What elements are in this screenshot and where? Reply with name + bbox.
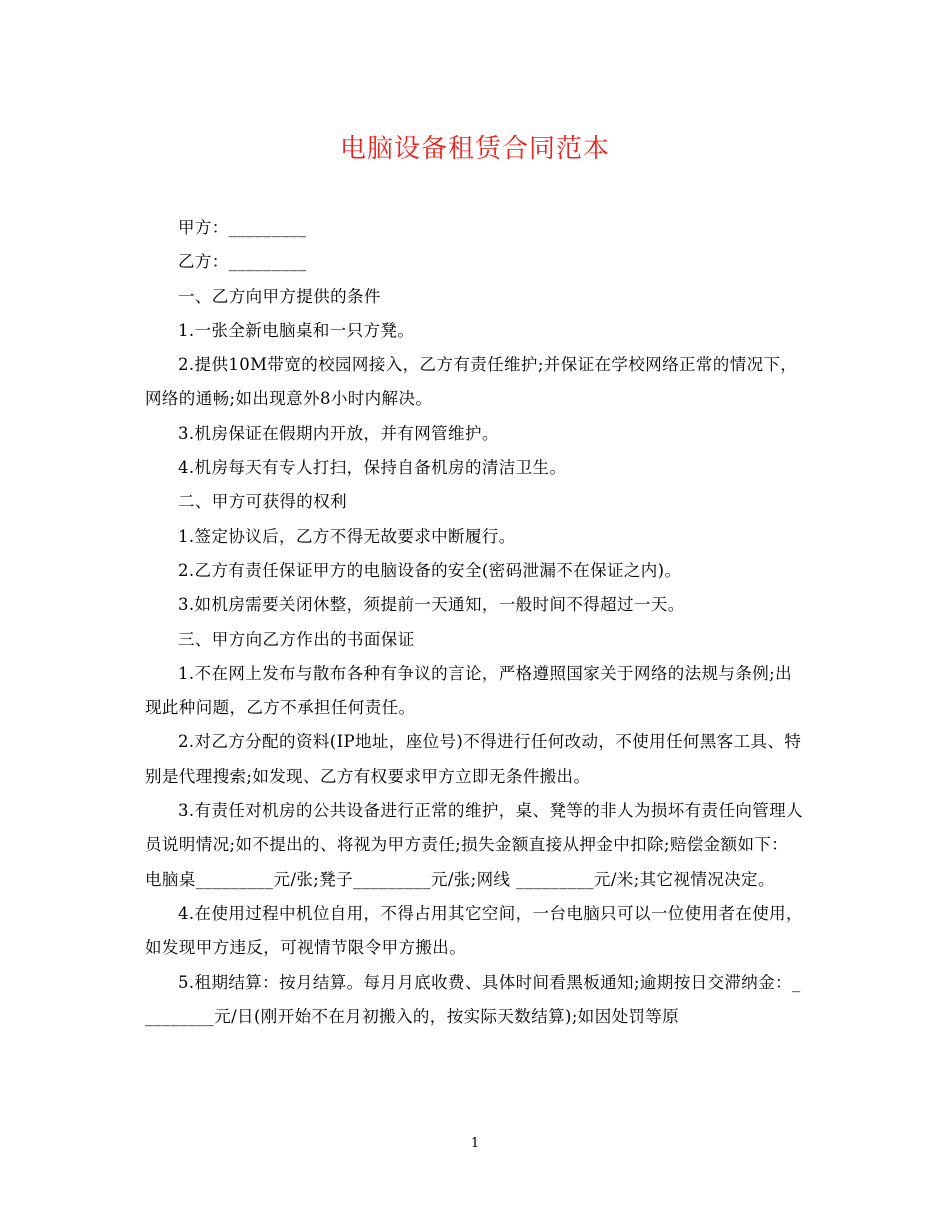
page-title: 电脑设备租赁合同范本	[339, 134, 610, 164]
paragraph: 乙方：_________	[178, 252, 307, 272]
paragraph: 2.对乙方分配的资料(IP地址，座位号)不得进行任何改动，不使用任何黑客工具、特别是代理搜索;如发现、乙方有权要求甲方立即无条件搬出。	[145, 732, 802, 786]
paragraph: 4.机房每天有专人打扫，保持自备机房的清洁卫生。	[178, 458, 567, 478]
paragraph: 3.如机房需要关闭休整，须提前一天通知，一般时间不得超过一天。	[178, 595, 685, 615]
paragraph: 4.在使用过程中机位自用，不得占用其它空间，一台电脑只可以一位使用者在使用，如发现甲方违反，可视情节限令甲方搬出。	[145, 903, 803, 958]
paragraph: 1.一张全新电脑桌和一只方凳。	[178, 320, 415, 340]
paragraph: 1.不在网上发布与散布各种有争议的言论，严格遵照国家关于网络的法规与条例;出现此种问题，乙方不承担任何责任。	[145, 663, 793, 718]
paragraph: 甲方：_________	[178, 218, 307, 237]
paragraph: 3.机房保证在假期内开放，并有网管维护。	[178, 423, 499, 443]
paragraph: 2.提供10M带宽的校园网接入，乙方有责任维护;并保证在学校网络正常的情况下，网络的通畅;如出现意外8小时内解决。	[145, 355, 798, 409]
section-heading: 一、乙方向甲方提供的条件	[178, 286, 381, 306]
section-heading: 三、甲方向乙方作出的书面保证	[178, 629, 415, 649]
document-body	[145, 211, 805, 1034]
paragraph: 2.乙方有责任保证甲方的电脑设备的安全(密码泄漏不在保证之内)。	[178, 560, 682, 580]
paragraph: 5.租期结算：按月结算。每月月底收费、具体时间看黑板通知;逾期按日交滞纳金：_________元/日(刚开始不在月初搬入的，按实际天数结算);如因处罚等原	[145, 972, 801, 1026]
paragraph: 3.有责任对机房的公共设备进行正常的维护，桌、凳等的非人为损坏有责任向管理人员说明情况;如不提出的、将视为甲方责任;损失金额直接从押金中扣除;赔偿金额如下：电脑桌_________元/张;凳子_________元/张;网线 _________元/米;其它视情况决定。	[145, 801, 803, 889]
section-heading: 二、甲方可获得的权利	[178, 492, 347, 512]
page-number: 1	[470, 1136, 480, 1151]
paragraph: 1.签定协议后，乙方不得无故要求中断履行。	[178, 526, 516, 546]
